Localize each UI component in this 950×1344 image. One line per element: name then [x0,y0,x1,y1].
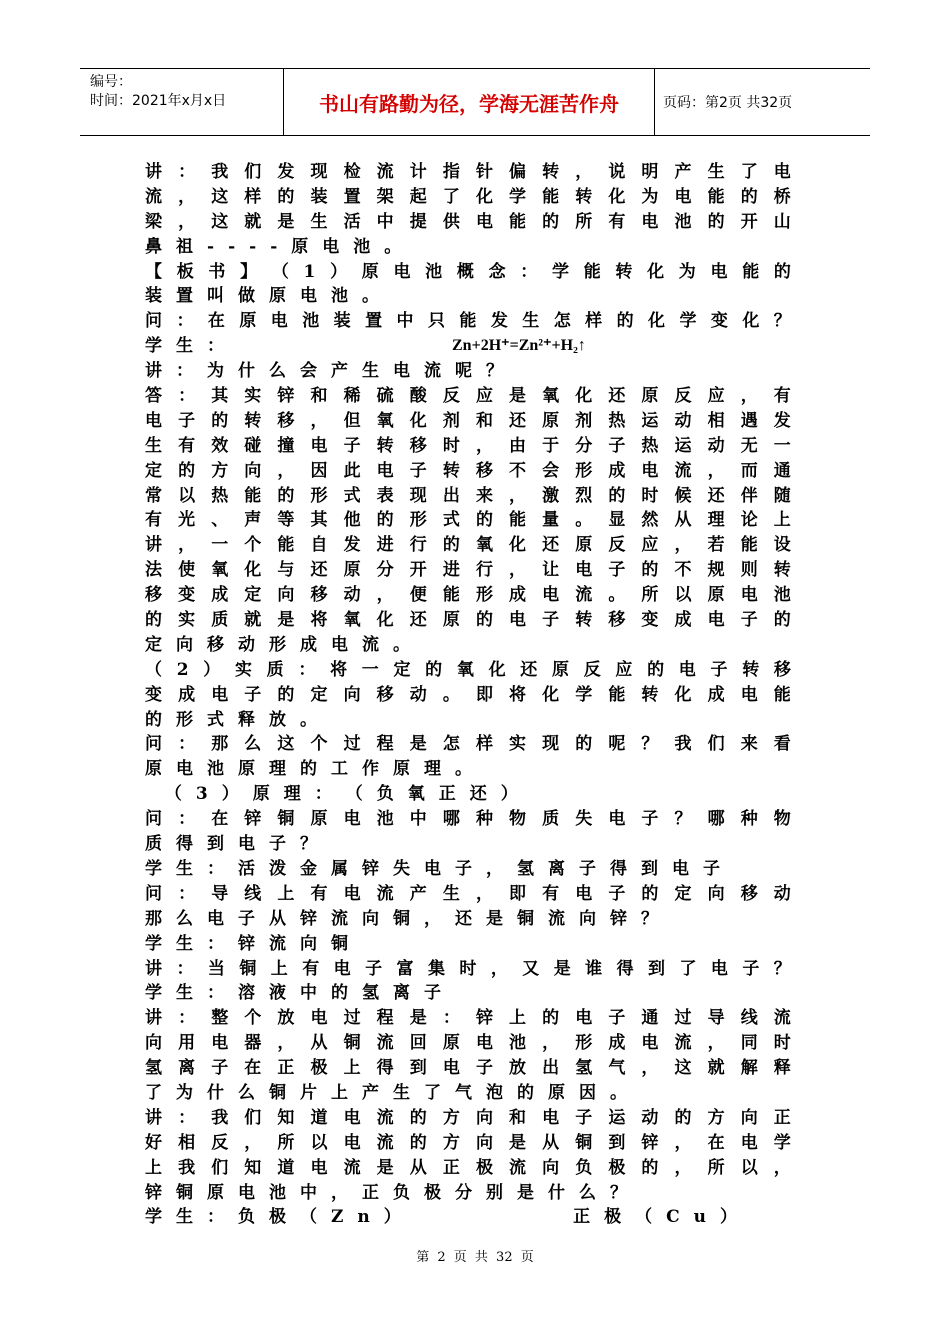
anode-answer: 学生：负极（Zn） [145,1207,415,1228]
text-line: 装 置 叫 做 原 电 池 。 [145,286,379,307]
text-line: 讲 ， 一 个 能 自 发 进 行 的 氧 化 还 原 反 应 ， 若 能 设 [145,535,791,556]
text-line: 移 变 成 定 向 移 动 ， 便 能 形 成 电 流 。 所 以 原 电 池 [145,585,791,606]
text-line: 讲 ： 整 个 放 电 过 程 是 ： 锌 上 的 电 子 通 过 导 线 流 [145,1008,791,1029]
text-line: 问 ： 那 么 这 个 过 程 是 怎 样 实 现 的 呢 ？ 我 们 来 看 [145,734,791,755]
student-label: 学生： [145,336,238,357]
page-header [80,68,870,136]
text-line: 流 ， 这 样 的 装 置 架 起 了 化 学 能 转 化 为 电 能 的 桥 [145,186,791,207]
text-line: 上 我 们 知 道 电 流 是 从 正 极 流 向 负 极 的 ， 所 以 ， [145,1157,791,1178]
text-line: 常 以 热 能 的 形 式 表 现 出 来 ， 激 烈 的 时 候 还 伴 随 [145,485,791,506]
text-line: 讲 ： 为 什 么 会 产 生 电 流 呢 ？ [145,361,503,382]
motto: 书山有路勤为径，学海无涯苦作舟 [283,69,655,135]
text-line: 有 光 、 声 等 其 他 的 形 式 的 能 量 。 显 然 从 理 论 上 [145,510,791,531]
page-footer: 第 2 页 共 32 页 [416,1250,534,1265]
text-line: 答 ： 其 实 锌 和 稀 硫 酸 反 应 是 氧 化 还 原 反 应 ， 有 [145,386,791,407]
text-line: 学 生 ： 溶 液 中 的 氢 离 子 [145,983,441,1004]
text-line: 那 么 电 子 从 锌 流 向 铜 ， 还 是 铜 流 向 锌 ？ [145,908,658,929]
text-line: 定 的 方 向 ， 因 此 电 子 转 移 不 会 形 成 电 流 ， 而 通 [145,460,791,481]
text-line: 问 ： 导 线 上 有 电 流 产 生 ， 即 有 电 子 的 定 向 移 动 [145,883,791,904]
text-line: 讲 ： 我 们 知 道 电 流 的 方 向 和 电 子 运 动 的 方 向 正 [145,1107,791,1128]
text-line: 问 ： 在 锌 铜 原 电 池 中 哪 种 物 质 失 电 子 ？ 哪 种 物 [145,809,791,830]
time-label: 时间：2021年x月x日 [90,93,227,109]
page-info: 页码：第2页 共32页 [663,95,793,111]
text-line: 定 向 移 动 形 成 电 流 。 [145,634,410,655]
text-line: 锌 铜 原 电 池 中 ， 正 负 极 分 别 是 什 么 ？ [145,1182,627,1203]
text-line: 讲 ： 我 们 发 现 检 流 计 指 针 偏 转 ， 说 明 产 生 了 电 [145,162,791,182]
text-line: 的 形 式 释 放 。 [145,709,317,730]
text-line: 【 板 书 】 （ 1 ） 原 电 池 概 念 ： 学 能 转 化 为 电 能 的 [145,261,791,282]
text-line: 问 ： 在 原 电 池 装 置 中 只 能 发 生 怎 样 的 化 学 变 化 ？ [145,311,791,332]
text-line: （ 3 ） 原 理 ： （ 负 氧 正 还 ） [164,784,518,805]
text-line [145,1205,791,1230]
text-line: 好 相 反 ， 所 以 电 流 的 方 向 是 从 铜 到 锌 ， 在 电 学 [145,1132,791,1153]
text-line: 法 使 氧 化 与 还 原 分 开 进 行 ， 让 电 子 的 不 规 则 转 [145,560,791,581]
text-line: 了 为 什 么 铜 片 上 产 生 了 气 泡 的 原 因 。 [145,1082,627,1103]
text-line: 电 子 的 转 移 ， 但 氧 化 剂 和 还 原 剂 热 运 动 相 遇 发 [145,410,791,431]
text-line [145,334,791,359]
text-line: 氢 离 子 在 正 极 上 得 到 电 子 放 出 氢 气 ， 这 就 解 释 [145,1058,791,1079]
reaction-equation: Zn+2H⁺=Zn²⁺+H₂↑ [452,337,586,355]
number-label: 编号： [90,74,132,90]
text-line: 讲 ： 当 铜 上 有 电 子 富 集 时 ， 又 是 谁 得 到 了 电 子 ？ [145,958,791,979]
text-line: 生 有 效 碰 撞 电 子 转 移 时 ， 由 于 分 子 热 运 动 无 一 [145,435,791,456]
text-line: 梁 ， 这 就 是 生 活 中 提 供 电 能 的 所 有 电 池 的 开 山 [145,211,791,232]
text-line: 质 得 到 电 子 ？ [145,834,317,855]
text-line: 学 生 ： 锌 流 向 铜 [145,933,348,954]
text-line: 的 实 质 就 是 将 氧 化 还 原 的 电 子 转 移 变 成 电 子 的 [145,610,791,631]
text-line: （ 2 ） 实 质 ： 将 一 定 的 氧 化 还 原 反 应 的 电 子 转 移 [145,659,791,680]
header-left [80,69,283,135]
text-line: 向 用 电 器 ， 从 铜 流 回 原 电 池 ， 形 成 电 流 ， 同 时 [145,1033,791,1054]
text-line: 原 电 池 原 理 的 工 作 原 理 。 [145,759,472,780]
text-line: 变 成 电 子 的 定 向 移 动 。 即 将 化 学 能 转 化 成 电 能 [145,684,791,705]
text-line: 学 生 ： 活 泼 金 属 锌 失 电 子 ， 氢 离 子 得 到 电 子 [145,858,720,879]
cathode-answer: 正极（Cu） [573,1207,751,1228]
document-body [145,160,791,1230]
text-line: 鼻 祖 - - - - 原 电 池 。 [145,236,402,257]
